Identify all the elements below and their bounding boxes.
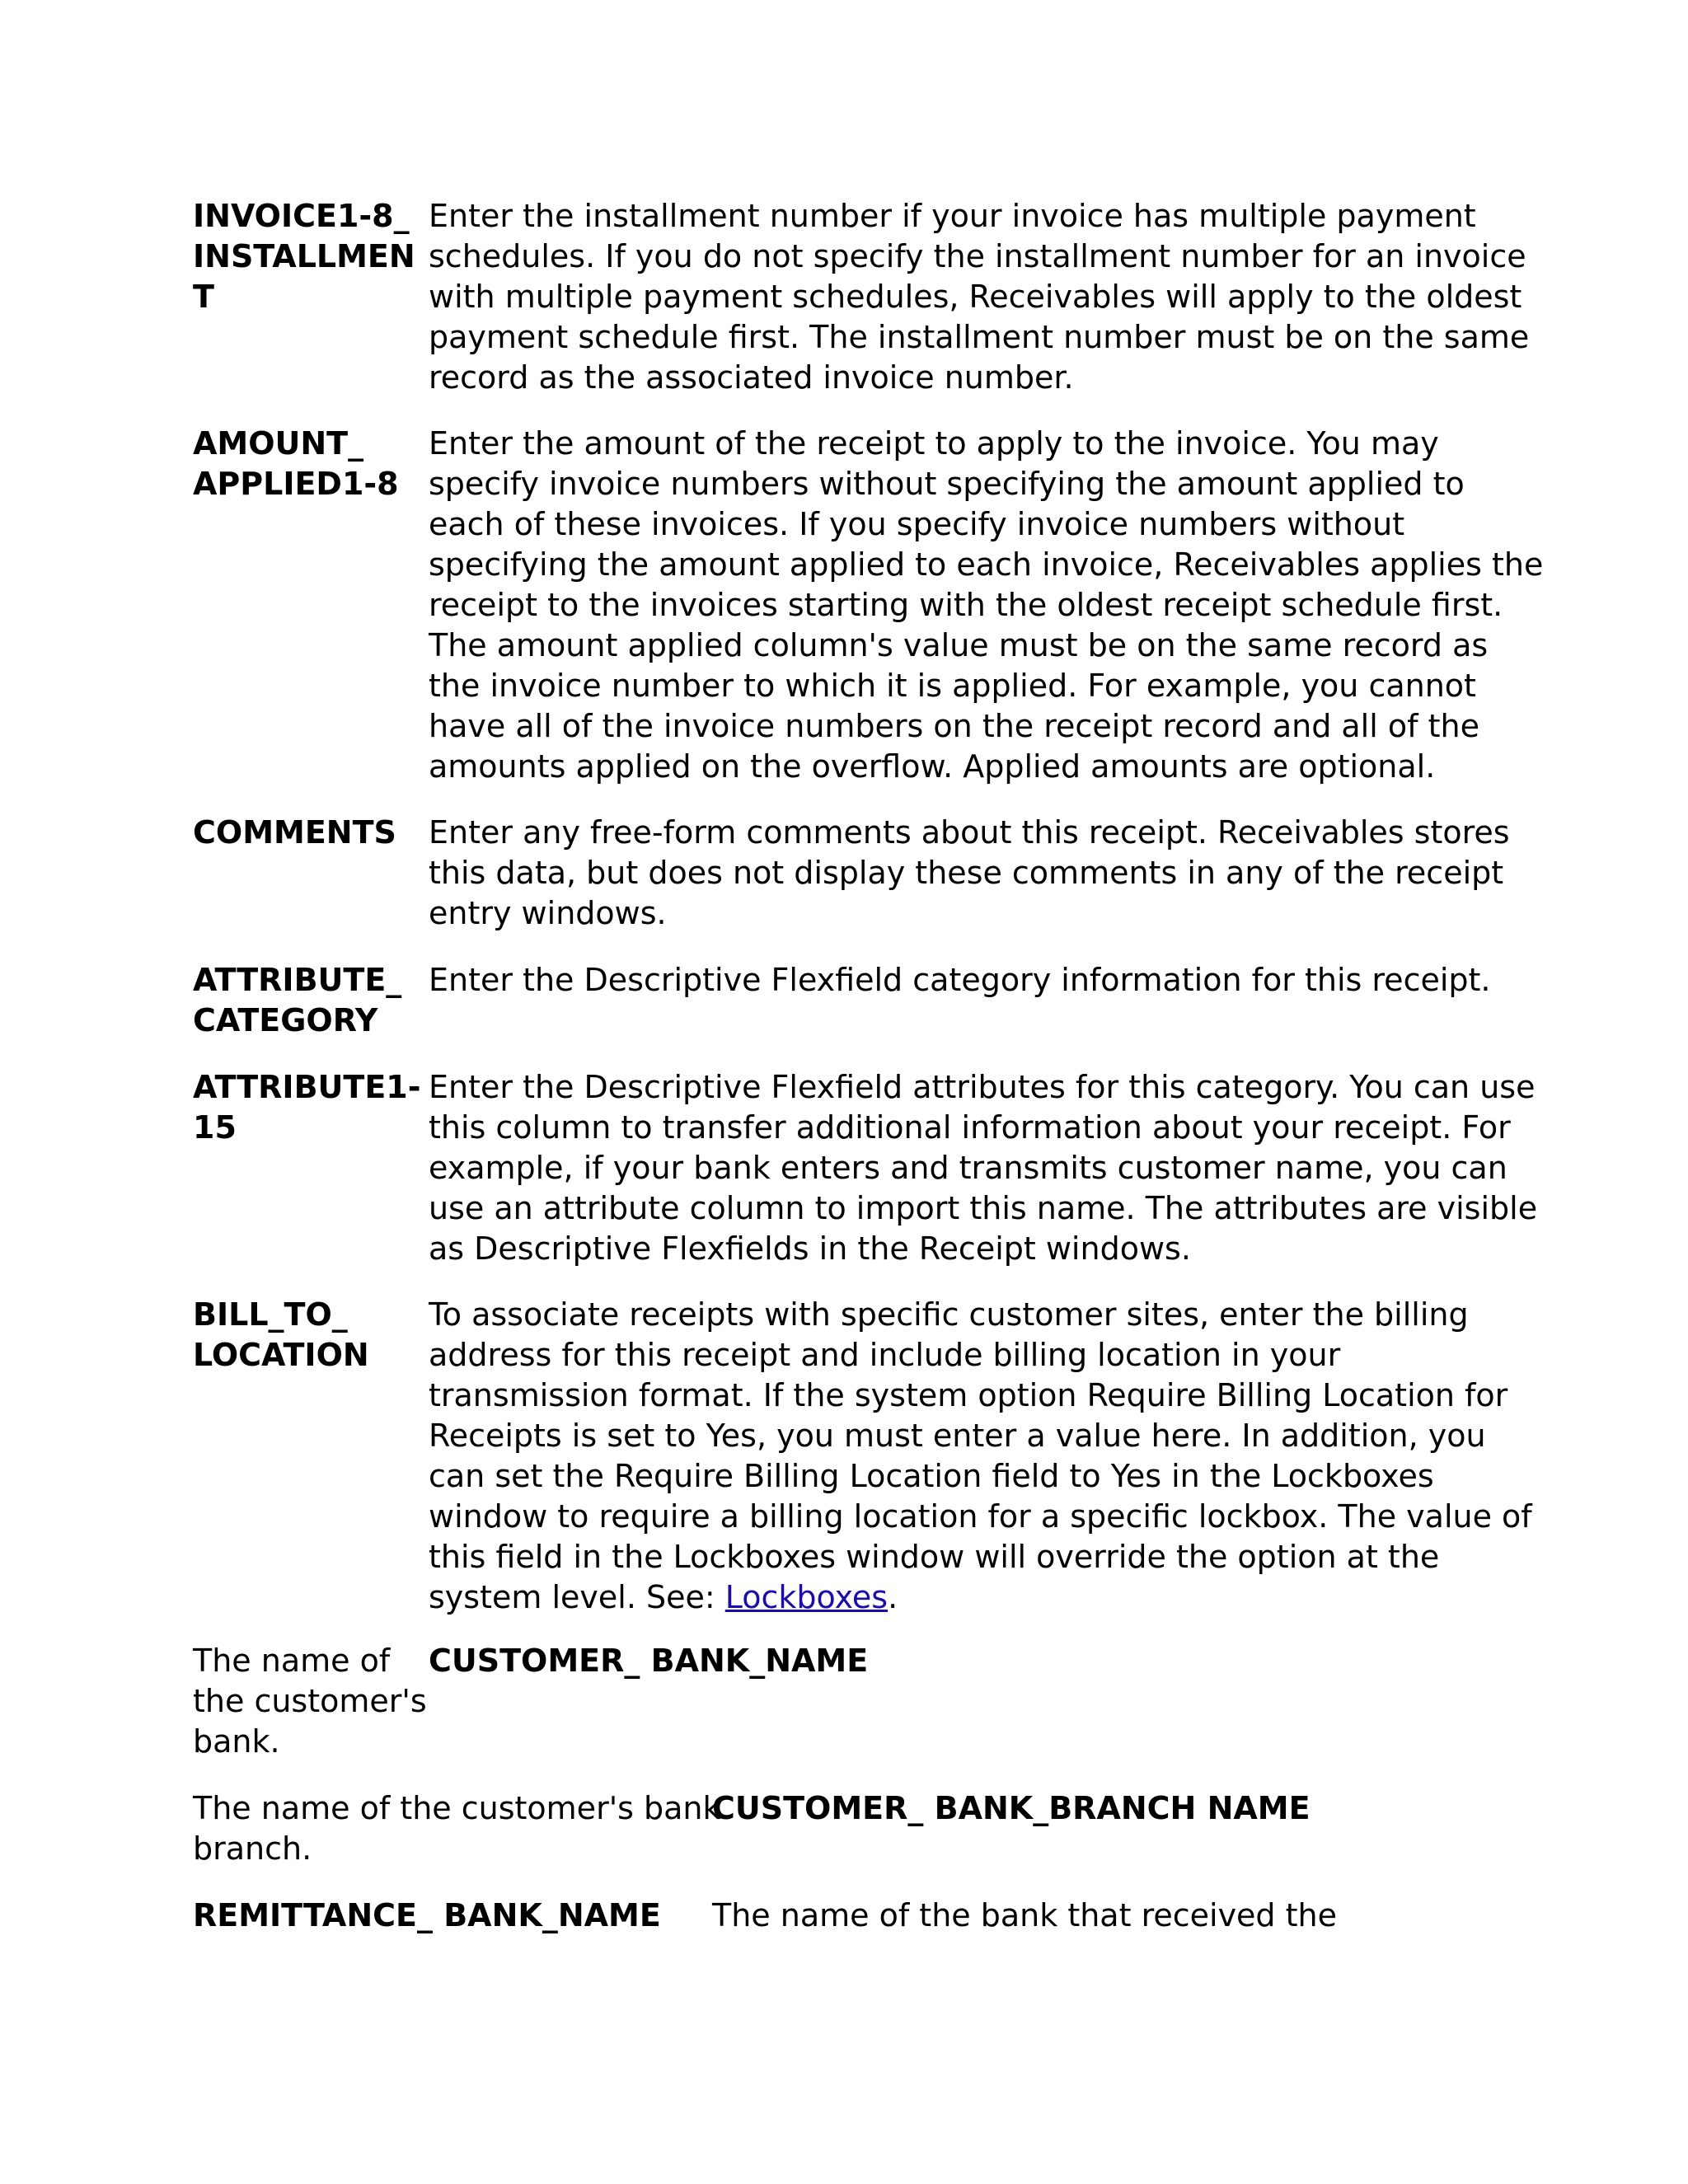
description-line: specify invoice numbers without specifying the amount applied to — [429, 466, 1465, 502]
field-term-remittance-bank-name — [193, 1896, 661, 1936]
field-term-customer-bank-name — [429, 1641, 868, 1681]
term-line: CUSTOMER_ BANK_NAME — [429, 1643, 869, 1679]
field-description-attribute-category — [429, 960, 1491, 1001]
description-line: branch. — [193, 1830, 312, 1867]
remittance-bank-description — [712, 1896, 1337, 1936]
description-line: The amount applied column's value must be on the same record as — [429, 627, 1489, 663]
description-line: transmission format. If the system option Require Billing Location for — [429, 1377, 1508, 1413]
description-line: this field in the Lockboxes window will override the option at the — [429, 1539, 1440, 1575]
description-line: can set the Require Billing Location field to Yes in the Lockboxes — [429, 1458, 1434, 1494]
field-description-bill-to-location — [429, 1295, 1532, 1618]
field-term-comments — [193, 813, 396, 853]
field-term-attribute1-15 — [193, 1067, 420, 1148]
term-line: INSTALLMEN — [193, 238, 415, 274]
field-description-amount-applied — [429, 424, 1543, 787]
term-line: REMITTANCE_ BANK_NAME — [193, 1897, 661, 1933]
description-line: the invoice number to which it is applied. For example, you cannot — [429, 668, 1476, 704]
description-line: this data, but does not display these comments in any of the receipt — [429, 855, 1504, 891]
description-line: Receipts is set to Yes, you must enter a value here. In addition, you — [429, 1418, 1486, 1454]
term-line: COMMENTS — [193, 814, 396, 851]
description-line: The name of — [193, 1643, 391, 1679]
field-term-attribute-category — [193, 960, 401, 1041]
term-line: ATTRIBUTE_ — [193, 962, 402, 998]
customer-bank-branch-description — [193, 1788, 721, 1869]
description-line: Enter the amount of the receipt to apply to the invoice. You may — [429, 425, 1439, 462]
description-line: entry windows. — [429, 895, 667, 931]
term-line: BILL_TO_ — [193, 1296, 348, 1333]
term-line: INVOICE1-8_ — [193, 198, 410, 234]
description-line: use an attribute column to import this name. The attributes are visible — [429, 1190, 1538, 1226]
description-line: as Descriptive Flexfields in the Receipt windows. — [429, 1230, 1191, 1267]
description-line: Enter the installment number if your invoice has multiple payment — [429, 198, 1476, 234]
term-line: AMOUNT_ — [193, 425, 364, 462]
description-line: the customer's — [193, 1683, 427, 1719]
description-line: The name of the bank that received the — [712, 1897, 1337, 1933]
lockboxes-link[interactable]: Lockboxes — [724, 1579, 889, 1615]
field-term-invoice-installment — [193, 196, 415, 317]
description-line: this column to transfer additional information about your receipt. For — [429, 1109, 1511, 1146]
description-line-with-link — [429, 1577, 1532, 1618]
term-line: CUSTOMER_ BANK_BRANCH NAME — [712, 1790, 1311, 1826]
description-line: schedules. If you do not specify the installment number for an invoice — [429, 238, 1526, 274]
description-line: Enter any free-form comments about this receipt. Receivables stores — [429, 814, 1510, 851]
term-line: ATTRIBUTE1- — [193, 1069, 421, 1105]
description-line: bank. — [193, 1723, 280, 1760]
description-line: amounts applied on the overflow. Applied amounts are optional. — [429, 748, 1436, 785]
description-text: . — [888, 1579, 898, 1615]
description-line: The name of the customer's bank — [193, 1790, 721, 1826]
description-line: record as the associated invoice number. — [429, 359, 1074, 396]
description-line: specifying the amount applied to each invoice, Receivables applies the — [429, 546, 1544, 583]
description-line: each of these invoices. If you specify invoice numbers without — [429, 506, 1405, 542]
description-line: example, if your bank enters and transmits customer name, you can — [429, 1150, 1507, 1186]
term-line: CATEGORY — [193, 1002, 378, 1038]
term-line: APPLIED1-8 — [193, 466, 399, 502]
description-line: Enter the Descriptive Flexfield attributes for this category. You can use — [429, 1069, 1536, 1105]
term-line: 15 — [193, 1109, 237, 1146]
description-line: window to require a billing location for a specific lockbox. The value of — [429, 1498, 1532, 1535]
field-term-bill-to-location — [193, 1295, 369, 1376]
term-line: T — [193, 279, 214, 315]
description-line: address for this receipt and include billing location in your — [429, 1337, 1341, 1373]
field-description-attribute1-15 — [429, 1067, 1537, 1269]
description-text: system level. See: — [429, 1579, 725, 1615]
field-description-invoice-installment — [429, 196, 1529, 398]
description-line: Enter the Descriptive Flexfield category information for this receipt. — [429, 962, 1491, 998]
description-line: payment schedule first. The installment number must be on the same — [429, 319, 1530, 355]
description-line: To associate receipts with specific customer sites, enter the billing — [429, 1296, 1469, 1333]
customer-bank-name-description — [193, 1641, 427, 1762]
description-line: receipt to the invoices starting with the oldest receipt schedule first. — [429, 587, 1503, 623]
term-line: LOCATION — [193, 1337, 369, 1373]
field-term-amount-applied — [193, 424, 399, 504]
field-term-customer-bank-branch-name — [712, 1788, 1311, 1829]
description-line: have all of the invoice numbers on the receipt record and all of the — [429, 708, 1479, 744]
field-description-comments — [429, 813, 1510, 934]
description-line: with multiple payment schedules, Receivables will apply to the oldest — [429, 279, 1522, 315]
